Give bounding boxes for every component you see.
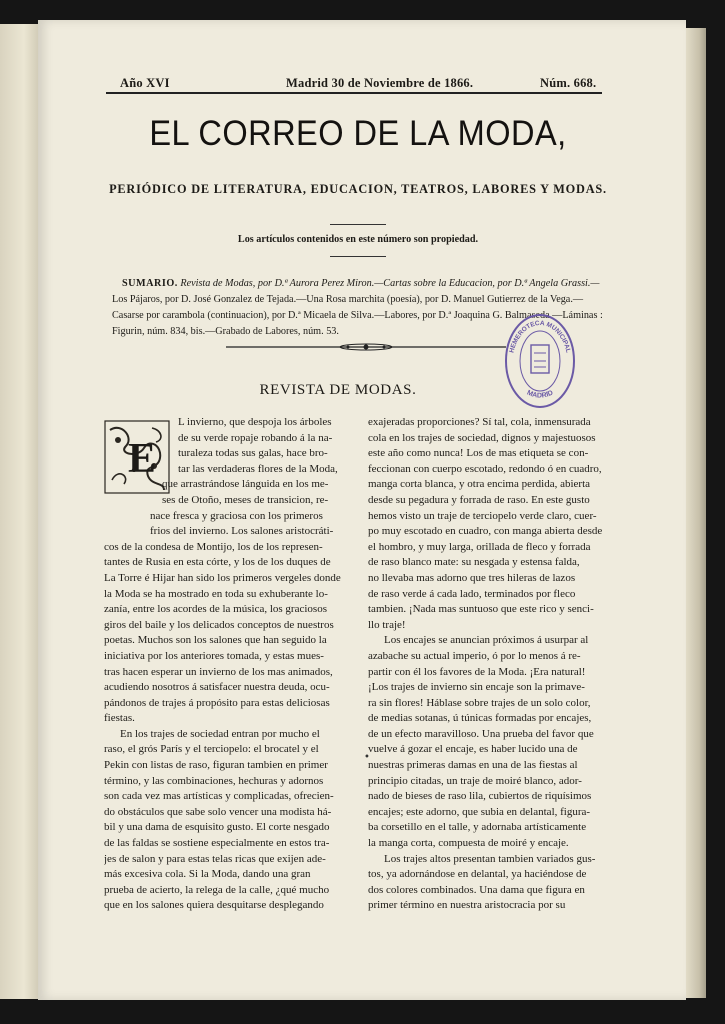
article-right-column — [368, 415, 612, 914]
text-line: encajes; este adorno, que subia en delantal, figura- — [368, 805, 591, 818]
text-line: de raso verde á cada lado, terminados por fleco — [368, 587, 576, 600]
summary-label: SUMARIO. — [122, 278, 178, 289]
text-line: ba corsetillo en el talle, y adornaba artísticamente — [368, 821, 587, 834]
text-line: L invierno, que despoja los árboles — [178, 416, 332, 428]
masthead-subtitle: PERIÓDICO DE LITERATURA, EDUCACION, TEATROS, LABORES Y MODAS. — [109, 182, 607, 196]
ornamental-rule — [226, 342, 506, 352]
text-line: ¡Los trajes de invierno sin encaje son la primave- — [368, 681, 585, 694]
text-line: tantes de Rusia en esta córte, y los de los duques de — [104, 556, 331, 569]
text-line: el hombro, y muy larga, orillada de fleco y forrada — [368, 540, 591, 553]
text-line: vuelve á gozar el encaje, es haber lucido una de — [368, 743, 578, 756]
text-line: nado de bieses de raso lila, cubiertos de riquísimos — [368, 790, 592, 803]
divider-rule — [330, 256, 386, 257]
property-note: Los artículos contenidos en este número son propiedad. — [237, 234, 479, 245]
text-line: manga corta blanca, y otra encima perdida, abierta — [368, 478, 591, 491]
header-rule — [106, 92, 602, 94]
text-line: llo traje! — [368, 618, 406, 631]
text-line: término, y las combinaciones, hechuras y adornos — [104, 774, 324, 787]
margin-mark: • — [364, 752, 370, 763]
text-line: Pekin con listas de raso, figuran tambien en primer — [104, 759, 328, 772]
text-line: raso, el grós París y el terciopelo: el brocatel y el — [104, 743, 319, 756]
text-line: tras hacen esperar un invierno de los mas animados, — [104, 665, 333, 678]
text-line: azabache su actual imperio, ó por lo menos á re- — [368, 649, 581, 662]
text-line: bil y una dama de esquisito gusto. El corte nesgado — [104, 821, 330, 834]
divider-rule — [330, 224, 386, 225]
text-line: que arrastrándose lánguida en los me- — [162, 478, 329, 491]
article-title: REVISTA DE MODAS. — [259, 382, 417, 398]
stamp-top-text: HEMEROTECA MUNICIPAL — [508, 319, 572, 354]
text-line: primer término en nuestra aristocracia por su — [368, 899, 566, 912]
text-line: frios del invierno. Los salones aristocráti- — [150, 525, 334, 538]
text-line: desde su pegadura y forrada de raso. En este gusto — [368, 493, 590, 506]
text-line: de las faldas se sostiene especialmente en estos tra- — [104, 837, 330, 850]
issue-year: Año XVI — [120, 76, 170, 90]
text-line: la Moda se ha mostrado en toda su exhuberante lo- — [104, 587, 328, 600]
text-line: nuestras primeras damas en una de las fiestas al — [368, 759, 578, 772]
text-line: de su verde ropaje robando á la na- — [178, 431, 333, 444]
text-line: turaleza todas sus galas, hace bro- — [178, 447, 328, 460]
text-line: exajeradas proporciones? Sí tal, cola, inmensurada — [368, 416, 591, 428]
text-line: En los trajes de sociedad entran por mucho el — [120, 727, 320, 740]
library-stamp — [504, 313, 576, 409]
text-line: de raso blanco mate: su nesgada y estensa falda, — [368, 556, 580, 569]
text-line: que en los salones quiera desquitarse desplegando — [104, 899, 324, 912]
text-line: ses de Otoño, meses de transicion, re- — [162, 493, 329, 506]
text-line: zanía, entre los acordes de la música, los graciosos — [104, 603, 327, 616]
text-line: la manga corta, compuesta de moiré y encaje. — [368, 837, 569, 850]
masthead-title: EL CORREO DE LA MODA, — [149, 114, 567, 153]
text-line: po muy escotado en cuadro, con manga abierta desde — [368, 525, 603, 538]
text-line: tos, ya adornándose en delantal, ya haciéndose de — [368, 868, 587, 881]
text-line: tar las verdaderas flores de la Moda, — [178, 462, 338, 475]
text-line: Los encajes se anuncian próximos á usurpar al — [384, 634, 589, 647]
text-line: fiestas. — [104, 712, 135, 725]
page-stack-edge — [684, 28, 706, 998]
text-line: giros del baile y los delicados conceptos de nuestros — [104, 618, 334, 631]
text-line: do obstáculos que sabe solo vencer una modista há- — [104, 805, 332, 818]
summary-line: Casarse por carambola (continuacion), por D.ª Micaela de Silva.—Labores, por D.ª Joaquina G. Balmaseda.—Láminas : — [112, 310, 603, 321]
text-line: dos colores combinados. Una dama que figura en — [368, 883, 585, 896]
text-line: jes de salon y para estas telas ricas que exijen ade- — [104, 852, 326, 865]
text-line: tambien. ¡Nada mas suntuoso que este rico y senci- — [368, 603, 594, 616]
summary-line: Los Pájaros, por D. José Gonzalez de Tejada.—Una Rosa marchita (poesía), por D. Manuel Gutierrez de la Vega.— — [112, 294, 584, 305]
dropcap-letter: E — [128, 436, 157, 482]
text-line: prueba de acierto, la relega de la calle, ¿qué mucho — [104, 883, 330, 896]
stamp-bottom-text: MADRID — [525, 389, 555, 400]
text-line: principio citadas, un traje de moiré blanco, ador- — [368, 774, 582, 787]
text-line: ra sin flores! Háblase sobre trajes de un solo color, — [368, 696, 591, 709]
article-left-column — [104, 415, 350, 914]
text-line: iniciativa por los anteriores tomada, y estas mues- — [104, 649, 324, 662]
text-line: La Torre é Hijar han sido los primeros vergeles donde — [104, 571, 341, 584]
text-line: hemos visto un traje de terciopelo verde claro, cuer- — [368, 509, 597, 522]
issue-date: Madrid 30 de Noviembre de 1866. — [286, 76, 474, 90]
text-line: Los trajes altos presentan tambien variados gus- — [384, 852, 596, 865]
text-line: feccionan con cuerpo escotado, redondo ó en cuadro, — [368, 462, 602, 475]
text-line: de un efecto maravilloso. Una prueba del favor que — [368, 727, 594, 740]
text-line: acudiendo nosotros á satisfacer nuestra deuda, ocu- — [104, 681, 330, 694]
text-line: nace fresca y graciosa con los primeros — [150, 509, 323, 522]
summary-line — [112, 276, 632, 292]
text-line: cos de la condesa de Montijo, los de los represen- — [104, 540, 323, 553]
text-line: de medias sotanas, ú túnicas formadas por encajes, — [368, 712, 592, 725]
text-line: más excesiva cola. Si la Moda, dando una gran — [104, 868, 311, 881]
issue-number: Núm. 668. — [540, 76, 597, 90]
text-line: no llevaba mas adorno que tres hileras de lazos — [368, 571, 576, 584]
text-line: poetas. Muchos son los salones que han seguido la — [104, 634, 327, 647]
text-line: este año como nunca! Los de mas etiqueta se con- — [368, 447, 589, 460]
summary-text: Revista de Modas, por D.ª Aurora Perez Miron.—Cartas sobre la Educacion, por D.ª Angela Grassi.— — [180, 278, 600, 289]
text-line: son cada vez mas artísticas y complicadas, ofrecien- — [104, 790, 334, 803]
summary-line: Figurin, núm. 834, bis.—Grabado de Labores, núm. 53. — [112, 326, 339, 337]
text-line: pándonos de trajes á propósito para estas deliciosas — [104, 696, 330, 709]
text-line: partir con él los favores de la Moda. ¡Era natural! — [368, 665, 586, 678]
text-line: cola en los trajes de sociedad, dignos y majestuosos — [368, 431, 596, 444]
left-page-edge — [0, 24, 41, 999]
newspaper-page — [38, 20, 686, 1000]
